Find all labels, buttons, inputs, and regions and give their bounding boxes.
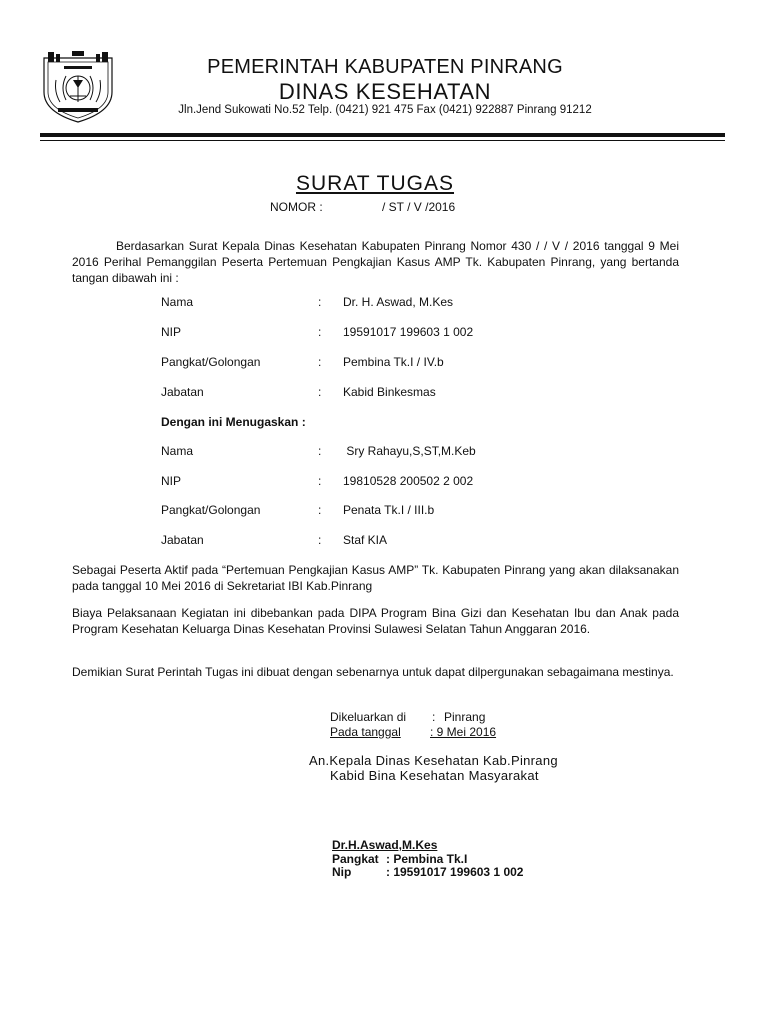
- nomor-label: NOMOR :: [270, 200, 323, 214]
- official-position-label: Jabatan: [161, 385, 204, 399]
- document-title: SURAT TUGAS: [295, 172, 455, 195]
- header-rule-thin: [40, 140, 725, 141]
- official-position-value: Kabid Binkesmas: [343, 385, 436, 399]
- nomor-value: / ST / V /2016: [382, 200, 456, 214]
- official-name-colon: :: [318, 295, 322, 309]
- assignee-name-value: Sry Rahayu,S,ST,M.Keb: [343, 444, 476, 458]
- official-name-label: Nama: [161, 295, 194, 309]
- letterhead-office: DINAS KESEHATAN: [278, 79, 492, 104]
- official-name-value: Dr. H. Aswad, M.Kes: [343, 295, 454, 309]
- official-rank-label: Pangkat/Golongan: [161, 355, 261, 369]
- assignee-name-colon: :: [318, 444, 322, 458]
- closing-paragraph: Demikian Surat Perintah Tugas ini dibuat dengan sebenarnya untuk dapat dilpergunakan sebagaimana mestinya.: [72, 665, 674, 679]
- official-nip-colon: :: [318, 325, 322, 339]
- funding-paragraph: Biaya Pelaksanaan Kegiatan ini dibebankan pada DIPA Program Bina Gizi dan Kesehatan Ibu dan Anak pada Program Kesehatan Keluarga Dinas Kesehatan Provinsi Sulawesi Selatan Tahun Anggaran 2016.: [72, 606, 679, 636]
- issued-date-label: Pada tanggal: [330, 725, 401, 739]
- assignee-rank-colon: :: [318, 503, 322, 517]
- issued-place-value: Pinrang: [444, 710, 486, 724]
- assignee-position-colon: :: [318, 533, 322, 547]
- issued-place-label: Dikeluarkan di: [330, 710, 407, 724]
- assignee-rank-label: Pangkat/Golongan: [161, 503, 261, 517]
- signer-title-line2: Kabid Bina Kesehatan Masyarakat: [330, 768, 539, 783]
- official-position-colon: :: [318, 385, 322, 399]
- official-nip-value: 19591017 199603 1 002: [343, 325, 474, 339]
- signer-nip-label: Nip: [332, 865, 352, 879]
- assignee-name-label: Nama: [161, 444, 194, 458]
- pinrang-regency-emblem: [38, 50, 118, 125]
- assignee-nip-value: 19810528 200502 2 002: [343, 474, 474, 488]
- official-rank-value: Pembina Tk.I / IV.b: [343, 355, 444, 369]
- signer-rank-value: : Pembina Tk.I: [386, 852, 468, 866]
- issued-place-colon: :: [432, 710, 436, 724]
- assignee-nip-colon: :: [318, 474, 322, 488]
- intro-paragraph: Berdasarkan Surat Kepala Dinas Kesehatan Kabupaten Pinrang Nomor 430 / / V / 2016 tanggal 9 Mei 2016 Perihal Pemanggilan Peserta Pertemuan Pengkajian Kasus AMP Tk. Kabupaten Pinrang, yang bertanda tangan dibawah ini :: [72, 239, 679, 285]
- signer-title-line1: An.Kepala Dinas Kesehatan Kab.Pinrang: [309, 753, 558, 768]
- official-nip-label: NIP: [161, 325, 182, 339]
- letterhead-government: PEMERINTAH KABUPATEN PINRANG: [207, 56, 563, 78]
- assignee-nip-label: NIP: [161, 474, 182, 488]
- header-rule-thick: [40, 133, 725, 137]
- signer-name: Dr.H.Aswad,M.Kes: [332, 838, 438, 852]
- assignee-position-value: Staf KIA: [343, 533, 388, 547]
- official-rank-colon: :: [318, 355, 322, 369]
- issued-date-value: : 9 Mei 2016: [430, 725, 497, 739]
- participation-paragraph: Sebagai Peserta Aktif pada “Pertemuan Pengkajian Kasus AMP” Tk. Kabupaten Pinrang yang akan dilaksanakan pada tanggal 10 Mei 2016 di Sekretariat IBI Kab.Pinrang: [72, 563, 679, 593]
- assignment-heading: Dengan ini Menugaskan :: [161, 415, 306, 429]
- assignee-rank-value: Penata Tk.I / III.b: [343, 503, 435, 517]
- signer-nip-value: : 19591017 199603 1 002: [386, 865, 524, 879]
- signer-rank-label: Pangkat: [332, 852, 379, 866]
- letterhead-address: Jln.Jend Sukowati No.52 Telp. (0421) 921 475 Fax (0421) 922887 Pinrang 91212: [178, 104, 592, 116]
- assignee-position-label: Jabatan: [161, 533, 204, 547]
